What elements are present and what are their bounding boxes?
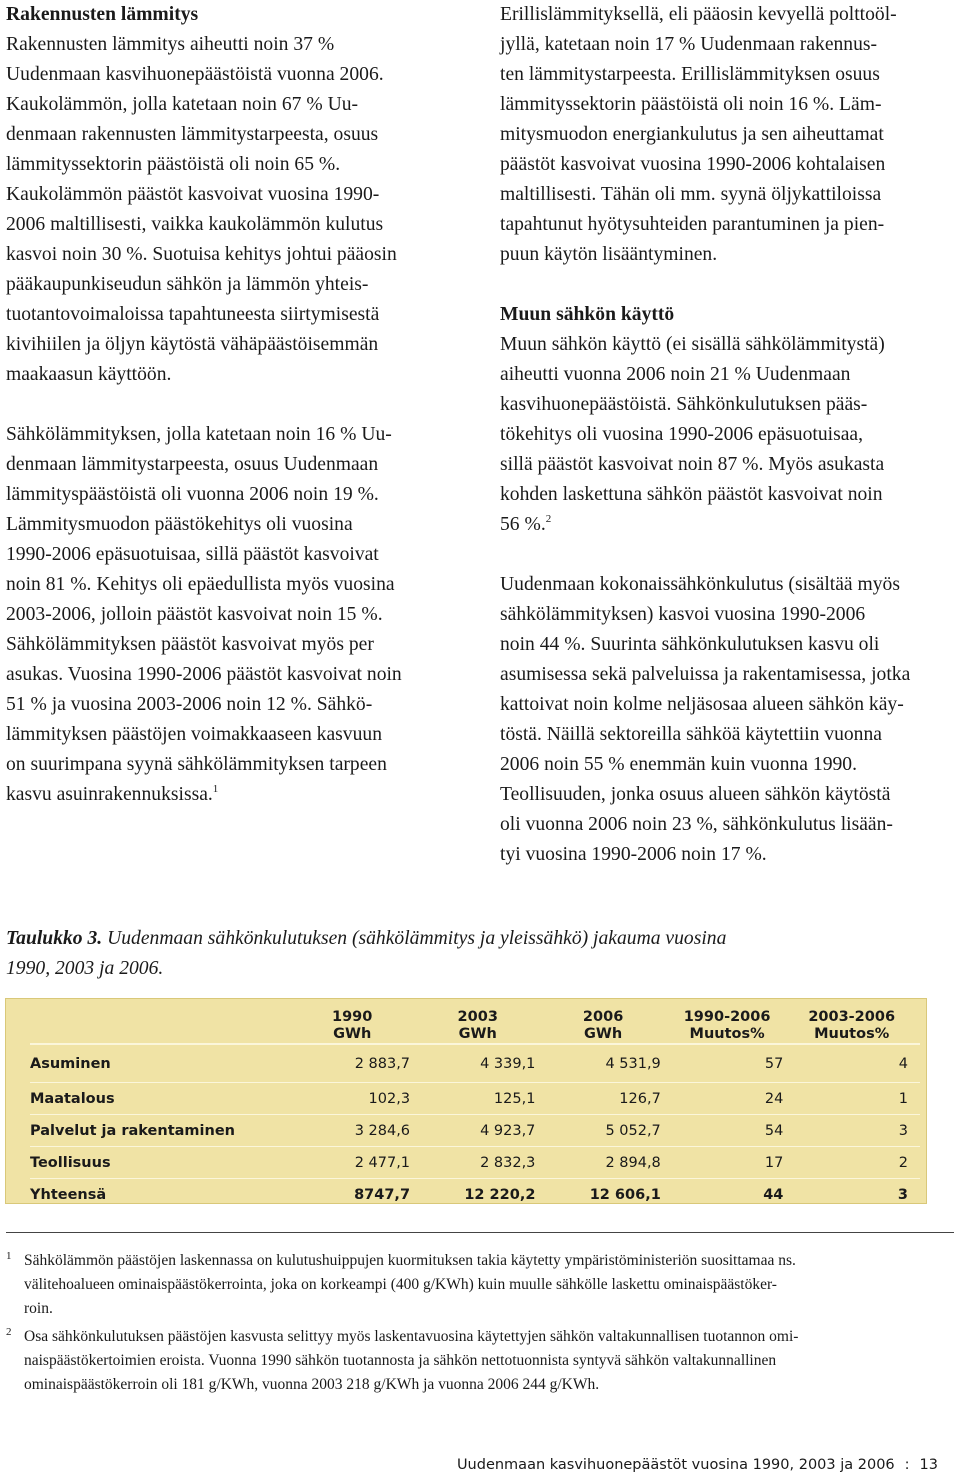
- footnote-divider: [6, 1232, 954, 1233]
- table-header-empty: [30, 1009, 294, 1044]
- text-line: Kaukolämmön päästöt kasvoivat vuosina 1990-: [6, 184, 380, 205]
- text-line: jyllä, katetaan noin 17 % Uudenmaan rakennus-: [500, 34, 878, 55]
- row-label: Asuminen: [30, 1055, 111, 1072]
- text-line: Kaukolämmön, jolla katetaan noin 67 % Uu-: [6, 94, 359, 115]
- text-line: Sähkölämmön päästöjen laskennassa on kulutushuippujen kuormituksen takia käytetty ympäristöministeriön suosittamaa ns.: [24, 1252, 796, 1269]
- text-line: asukas. Vuosina 1990-2006 päästöt kasvoivat noin: [6, 664, 402, 685]
- text-line: puun käytön lisääntyminen.: [500, 244, 718, 265]
- text-line: maakaasun käyttöön.: [6, 364, 172, 385]
- page-footer: [457, 1456, 938, 1474]
- footnote-2: [6, 1325, 956, 1397]
- table-header-2006: [545, 1009, 670, 1044]
- text-line: lämmityssektorin päästöistä oli noin 65 %.: [6, 154, 341, 175]
- table-row-total: [30, 1179, 920, 1211]
- header-line: Muutos%: [689, 1026, 765, 1042]
- section-heading-building-heating: Rakennusten lämmitys: [6, 4, 199, 25]
- table-caption-text: Uudenmaan sähkönkulutuksen (sähkölämmitys ja yleissähkö) jakauma vuosina: [107, 928, 727, 949]
- table-header-change-1990-2006: [671, 1009, 796, 1044]
- cell-2006: 2 894,8: [605, 1154, 661, 1171]
- table-row: [30, 1115, 920, 1147]
- right-column: [500, 0, 958, 870]
- cell-1990: 2 477,1: [354, 1154, 411, 1171]
- cell-1990: 2 883,7: [354, 1055, 411, 1072]
- footer-title: Uudenmaan kasvihuonepäästöt vuosina 1990, 2003 ja 2006: [456, 1457, 895, 1473]
- text-line: päästöt kasvoivat vuosina 1990-2006 kohtalaisen: [500, 154, 886, 175]
- text-line: roin.: [24, 1300, 53, 1317]
- cell-change-2003-2006: 2: [898, 1154, 908, 1171]
- text-line: kasvihuonepäästöistä. Sähkönkulutuksen pääs-: [500, 394, 868, 415]
- header-line: 2003-2006: [808, 1009, 896, 1025]
- header-line: GWh: [584, 1026, 623, 1042]
- header-line: 1990: [332, 1009, 373, 1025]
- text-line: noin 44 %. Suurinta sähkönkulutuksen kasvu oli: [500, 634, 880, 655]
- text-line: on suurimpana syynä sähkölämmityksen tarpeen: [6, 754, 387, 775]
- paragraph-separate-heating: [500, 0, 958, 270]
- text-line: sähkölämmityksen) kasvoi vuosina 1990-2006: [500, 604, 866, 625]
- text-line: lämmityspäästöistä oli vuonna 2006 noin 19 %.: [6, 484, 379, 505]
- row-label: Palvelut ja rakentaminen: [30, 1122, 235, 1139]
- table-header-2003: [420, 1009, 545, 1044]
- cell-change-2003-2006: 4: [898, 1055, 908, 1072]
- text-line: Rakennusten lämmitys aiheutti noin 37 %: [6, 34, 335, 55]
- text-line: asumisessa sekä palveluissa ja rakentamisessa, jotka: [500, 664, 911, 685]
- electricity-consumption-table: [30, 1009, 920, 1210]
- cell-2003: 4 339,1: [480, 1055, 536, 1072]
- text-line: tapahtunut hyötysuhteiden parantuminen ja pien-: [500, 214, 885, 235]
- text-line: lämmityssektorin päästöistä oli noin 16 %. Läm-: [500, 94, 882, 115]
- cell-2003: 2 832,3: [480, 1154, 536, 1171]
- cell-2006: 4 531,9: [605, 1055, 661, 1072]
- text-line: oli vuonna 2006 noin 23 %, sähkönkulutus lisään-: [500, 814, 893, 835]
- text-line: pääkaupunkiseudun sähkön ja lämmön yhteis-: [6, 274, 369, 295]
- left-column: [6, 0, 464, 810]
- text-line: 2006 noin 55 % enemmän kuin vuonna 1990.: [500, 754, 857, 775]
- text-line: noin 81 %. Kehitys oli epäedullista myös vuosina: [6, 574, 395, 595]
- cell-1990: 8747,7: [354, 1186, 411, 1203]
- cell-change-2003-2006: 1: [898, 1090, 908, 1107]
- table-caption-text: 1990, 2003 ja 2006.: [6, 958, 164, 979]
- text-line: 2006 maltillisesti, vaikka kaukolämmön kulutus: [6, 214, 384, 235]
- paragraph-district-heating: [6, 30, 464, 390]
- text-line: lämmityksen päästöjen voimakkaaseen kasvuun: [6, 724, 382, 745]
- table-row: [30, 1044, 920, 1083]
- paragraph-electric-heating: [6, 420, 464, 810]
- table-caption-label: Taulukko 3.: [6, 928, 103, 949]
- header-line: GWh: [458, 1026, 497, 1042]
- header-line: 2003: [457, 1009, 498, 1025]
- text-line: denmaan rakennusten lämmitystarpeesta, osuus: [6, 124, 379, 145]
- text-line: Uudenmaan kokonaissähkönkulutus (sisältää myös: [500, 574, 900, 595]
- text-line: töstä. Näillä sektoreilla sähköä käytettiin vuonna: [500, 724, 882, 745]
- page-number: 13: [919, 1457, 938, 1473]
- text-line: 56 %.: [500, 514, 546, 535]
- footnote-number: 2: [6, 1326, 12, 1338]
- table-header-row: [30, 1009, 920, 1044]
- cell-change-2003-2006: 3: [897, 1186, 908, 1203]
- table-caption: [6, 924, 826, 984]
- cell-change-1990-2006: 54: [764, 1122, 784, 1139]
- text-line: mitysmuodon energiankulutus ja sen aiheuttamat: [500, 124, 884, 145]
- cell-1990: 3 284,6: [354, 1122, 411, 1139]
- text-line: tyi vuosina 1990-2006 noin 17 %.: [500, 844, 767, 865]
- text-line: Sähkölämmityksen, jolla katetaan noin 16 % Uu-: [6, 424, 392, 445]
- footnote-ref: 1: [212, 783, 219, 795]
- footnote-ref: 2: [545, 513, 552, 525]
- cell-1990: 102,3: [368, 1090, 411, 1107]
- footnote-text: [6, 1325, 956, 1397]
- header-line: GWh: [333, 1026, 372, 1042]
- table-background: [5, 998, 927, 1204]
- footnote-number: 1: [6, 1250, 12, 1262]
- cell-2003: 125,1: [493, 1090, 536, 1107]
- text-line: Lämmitysmuodon päästökehitys oli vuosina: [6, 514, 353, 535]
- text-line: naispäästökertoimien eroista. Vuonna 1990 sähkön tuotannosta ja sähkön nettotuonnista syntyvä sähkön valtakunnallinen: [24, 1352, 777, 1369]
- text-line: tökehitys oli vuosina 1990-2006 epäsuotuisaa,: [500, 424, 863, 445]
- text-line: Muun sähkön käyttö (ei sisällä sähkölämmitystä): [500, 334, 885, 355]
- header-line: 1990-2006: [683, 1009, 771, 1025]
- text-line: kattoivat noin kolme neljäsosaa alueen sähkön käy-: [500, 694, 904, 715]
- text-line: kasvu asuinrakennuksissa.: [6, 784, 213, 805]
- text-line: 2003-2006, jolloin päästöt kasvoivat noin 15 %.: [6, 604, 383, 625]
- text-line: 1990-2006 epäsuotuisaa, sillä päästöt kasvoivat: [6, 544, 379, 565]
- header-line: Muutos%: [814, 1026, 890, 1042]
- text-line: Uudenmaan kasvihuonepäästöistä vuonna 2006.: [6, 64, 384, 85]
- text-line: Osa sähkönkulutuksen päästöjen kasvusta selittyy myös laskentavuosina käytettyjen sähkön valtakunnallisen tuotannon omi-: [24, 1328, 799, 1345]
- text-line: ominaispäästökerroin oli 181 g/KWh, vuonna 2003 218 g/KWh ja vuonna 2006 244 g/KWh.: [24, 1376, 600, 1393]
- text-line: kasvoi noin 30 %. Suotuisa kehitys johtui pääosin: [6, 244, 397, 265]
- table-header-change-2003-2006: [795, 1009, 920, 1044]
- cell-2003: 12 220,2: [464, 1186, 536, 1203]
- cell-change-1990-2006: 57: [764, 1055, 784, 1072]
- text-line: maltillisesti. Tähän oli mm. syynä öljykattiloissa: [500, 184, 882, 205]
- header-line: 2006: [582, 1009, 624, 1025]
- section-heading-other-electricity: Muun sähkön käyttö: [500, 304, 675, 325]
- table-row: [30, 1083, 920, 1115]
- paragraph-total-consumption: [500, 570, 958, 870]
- text-line: välitehoalueen ominaispäästökerrointa, joka on korkeampi (400 g/KWh) kuin muulle sähkölle laskettu ominaispäästöker-: [24, 1276, 777, 1293]
- text-line: 51 % ja vuosina 2003-2006 noin 12 %. Sähkö-: [6, 694, 373, 715]
- row-label: Teollisuus: [30, 1154, 111, 1171]
- cell-2006: 126,7: [619, 1090, 661, 1107]
- cell-2006: 12 606,1: [589, 1186, 661, 1203]
- text-line: Teollisuuden, jonka osuus alueen sähkön käytöstä: [500, 784, 891, 805]
- footnote-1: [6, 1249, 956, 1321]
- cell-2003: 4 923,7: [480, 1122, 536, 1139]
- text-line: kivihiilen ja öljyn käytöstä vähäpäästöisemmän: [6, 334, 379, 355]
- text-line: tuotantovoimaloissa tapahtuneesta siirtymisestä: [6, 304, 380, 325]
- text-line: kohden laskettuna sähkön päästöt kasvoivat noin: [500, 484, 883, 505]
- paragraph-other-electricity: [500, 330, 958, 540]
- table-row: [30, 1147, 920, 1179]
- row-label: Maatalous: [30, 1090, 115, 1107]
- cell-change-1990-2006: 17: [764, 1154, 784, 1171]
- text-line: Erillislämmityksellä, eli pääosin kevyellä polttoöl-: [500, 4, 897, 25]
- footnote-text: [6, 1249, 956, 1321]
- cell-change-1990-2006: 44: [763, 1186, 784, 1203]
- cell-change-1990-2006: 24: [764, 1090, 784, 1107]
- text-line: aiheutti vuonna 2006 noin 21 % Uudenmaan: [500, 364, 851, 385]
- footer-separator: :: [904, 1457, 910, 1473]
- cell-2006: 5 052,7: [605, 1122, 661, 1139]
- text-line: denmaan lämmitystarpeesta, osuus Uudenmaan: [6, 454, 379, 475]
- cell-change-2003-2006: 3: [898, 1122, 908, 1139]
- text-line: ten lämmitystarpeesta. Erillislämmityksen osuus: [500, 64, 880, 85]
- table-header-1990: [294, 1009, 420, 1044]
- row-label: Yhteensä: [30, 1186, 107, 1203]
- text-line: Sähkölämmityksen päästöt kasvoivat myös per: [6, 634, 374, 655]
- text-line: sillä päästöt kasvoivat noin 87 %. Myös asukasta: [500, 454, 885, 475]
